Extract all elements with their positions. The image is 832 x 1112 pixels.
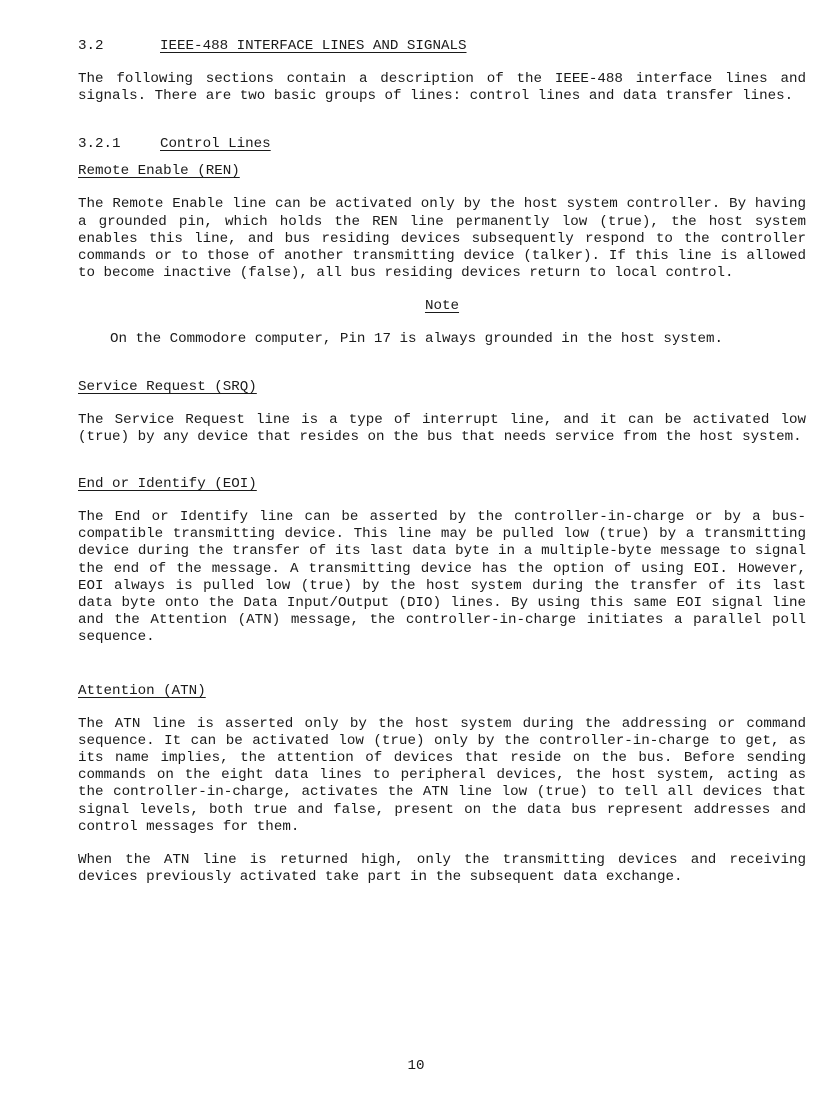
eoi-text: The End or Identify line can be asserted by the controller-in-charge or by a bus-compatible transmitting device. This line may be pulled low (true) by a transmitting device during the transfer of its last data byte in a multiple-byte message to signal the end of the message. A transmitting device has the option of using EOI. However, EOI always is pulled low (true) by the host system during the transfer of its last data byte onto the Data Input/Output (DIO) lines. By using this same EOI signal line and the Attention (ATN) message, the controller-in-charge initiates a parallel poll sequence.	[78, 509, 806, 646]
subsection-number: 3.2.1	[78, 136, 121, 153]
section-title: IEEE-488 INTERFACE LINES AND SIGNALS	[160, 38, 467, 54]
atn-text-1: The ATN line is asserted only by the host system during the addressing or command sequence. It can be activated low (true) only by the controller-in-charge to get, as its name implies, the attention of devices that reside on the bus. Before sending commands on the eight data lines to peripheral devices, the host system, acting as the controller-in-charge, activates the ATN line low (true) to tell all devices that signal levels, both true and false, present on the data bus represent addresses and control messages for them.	[78, 715, 806, 835]
page-number: 10	[407, 1058, 425, 1074]
note-title: Note	[424, 298, 460, 315]
ren-title: Remote Enable (REN)	[78, 163, 240, 180]
note-text: On the Commodore computer, Pin 17 is always grounded in the host system.	[110, 331, 723, 348]
section-number: 3.2	[78, 38, 104, 54]
atn-title: Attention (ATN)	[78, 682, 206, 699]
srq-text: The Service Request line is a type of interrupt line, and it can be activated low (true) by any device that resides on the bus that needs service from the host system.	[78, 411, 806, 445]
ren-text: The Remote Enable line can be activated only by the host system controller. By having a grounded pin, which holds the REN line permanently low (true), the host system enables this line, and bus residing devices subsequently respond to the controller commands or to those of another transmitting device (talker). If this line is allowed to become inactive (false), all bus residing devices return to local control.	[78, 196, 806, 282]
subsection-title: Control Lines	[160, 136, 271, 153]
document-page	[78, 38, 806, 886]
section-intro: The following sections contain a description of the IEEE-488 interface lines and signals. There are two basic groups of lines: control lines and data transfer lines.	[78, 71, 806, 105]
section-heading	[78, 38, 806, 55]
atn-text-2: When the ATN line is returned high, only the transmitting devices and receiving devices previously activated take part in the subsequent data exchange.	[78, 852, 806, 886]
eoi-title: End or Identify (EOI)	[78, 476, 257, 493]
srq-title: Service Request (SRQ)	[78, 378, 257, 395]
subsection-heading	[78, 136, 806, 153]
